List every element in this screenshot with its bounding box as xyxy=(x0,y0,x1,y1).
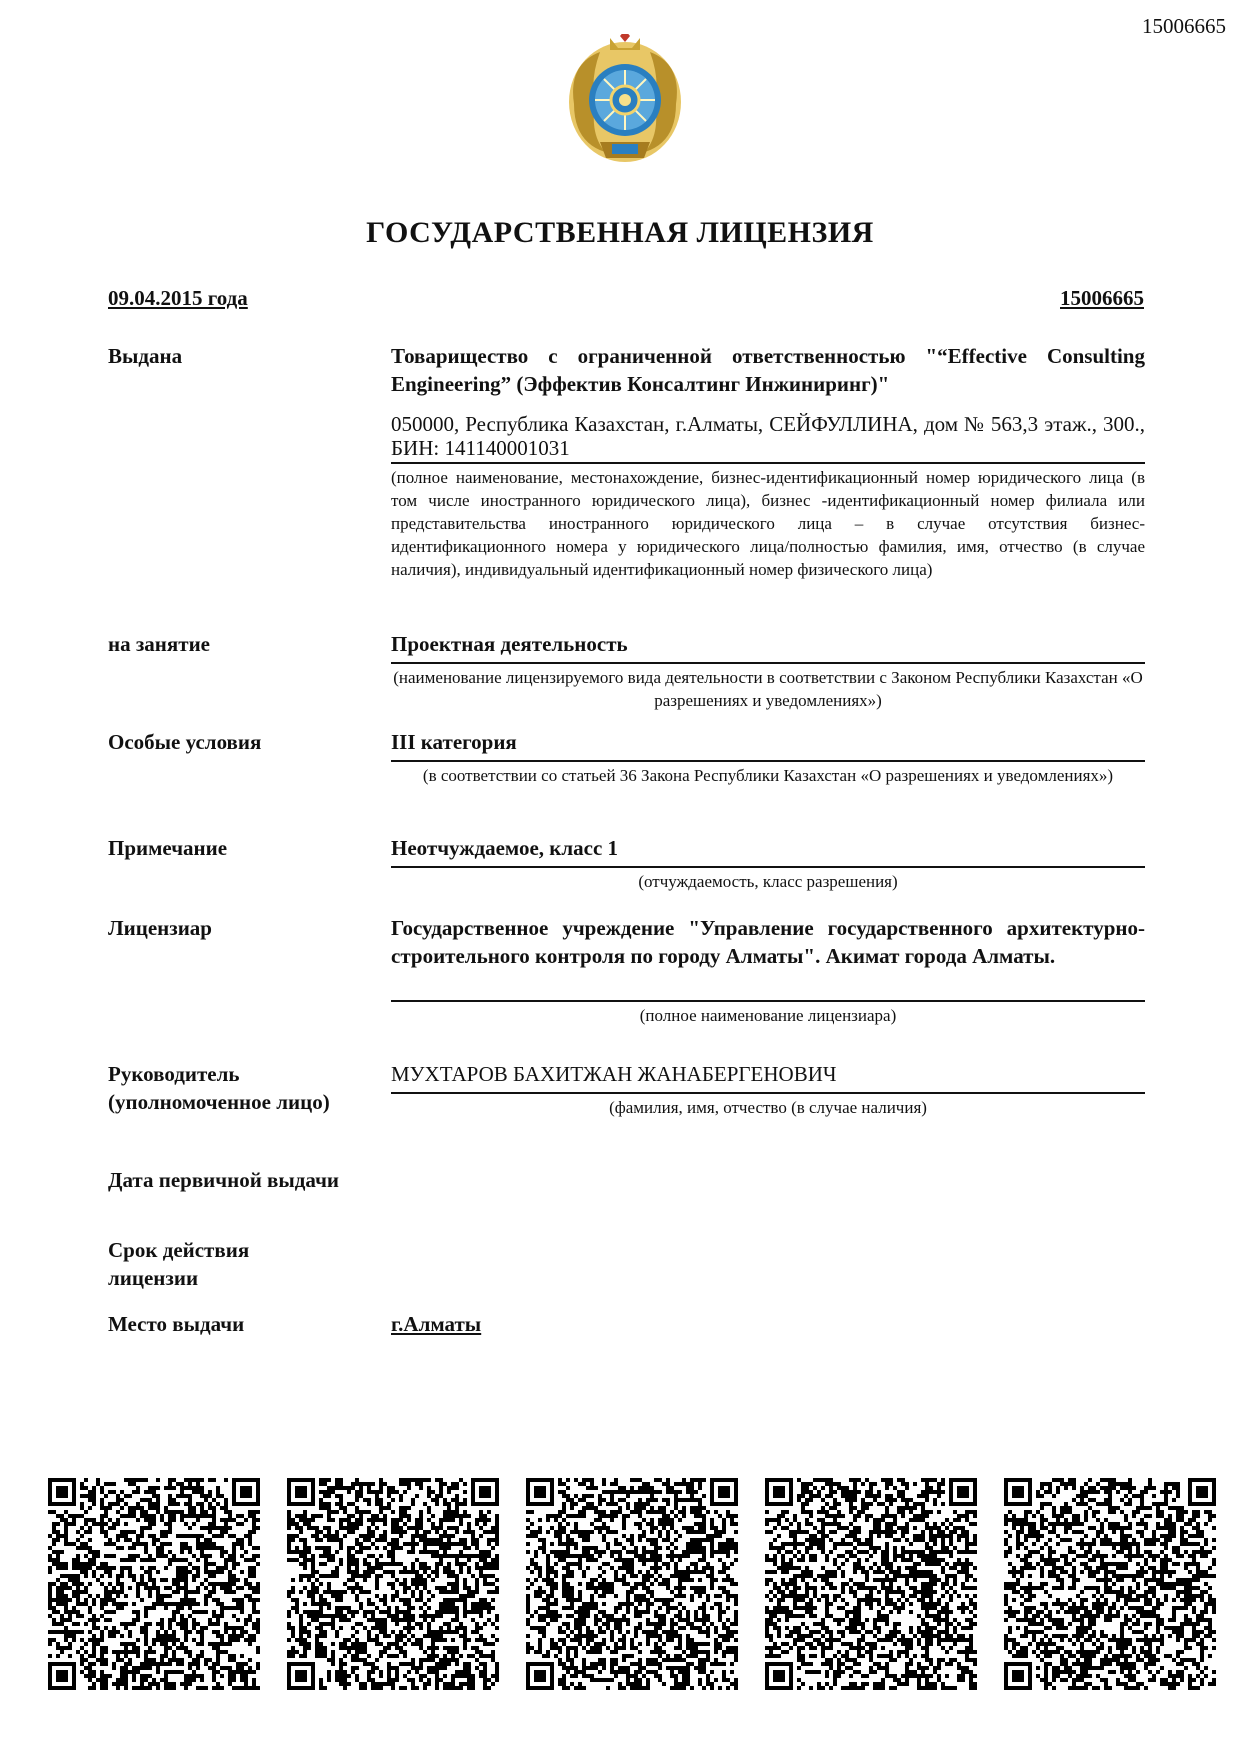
head-value: МУХТАРОВ БАХИТЖАН ЖАНАБЕРГЕНОВИЧ xyxy=(391,1062,837,1086)
conditions-hint: (в соответствии со статьей 36 Закона Республики Казахстан «О разрешениях и уведомлениях») xyxy=(422,766,1114,785)
license-number: 15006665 xyxy=(1060,286,1144,310)
first-issue-label: Дата первичной выдачи xyxy=(108,1168,340,1192)
activity-label: на занятие xyxy=(108,632,210,656)
divider xyxy=(391,662,1145,664)
activity-value: Проектная деятельность xyxy=(391,632,628,656)
head-label-line1: Руководитель xyxy=(108,1062,240,1086)
qr-code xyxy=(1004,1478,1216,1690)
qr-code xyxy=(48,1478,260,1690)
place-value: г.Алматы xyxy=(391,1312,482,1336)
head-label-line2: (уполномоченное лицо) xyxy=(108,1090,330,1114)
head-label xyxy=(108,1060,330,1116)
qr-code xyxy=(765,1478,977,1690)
document-number-top: 15006665 xyxy=(1142,14,1226,38)
activity-hint: (наименование лицензируемого вида деятельности в соответствии с Законом Республики Казахстан «О разрешениях и уведомлениях») xyxy=(393,668,1143,710)
kazakhstan-state-emblem-icon xyxy=(560,34,690,170)
licensor-label: Лицензиар xyxy=(108,916,212,940)
conditions-label: Особые условия xyxy=(108,730,262,754)
head-hint: (фамилия, имя, отчество (в случае наличия) xyxy=(609,1098,927,1117)
qr-code xyxy=(287,1478,499,1690)
document-title: ГОСУДАРСТВЕННАЯ ЛИЦЕНЗИЯ xyxy=(366,216,874,249)
note-hint: (отчуждаемость, класс разрешения) xyxy=(638,872,898,891)
conditions-value: III категория xyxy=(391,730,517,754)
divider xyxy=(391,866,1145,868)
validity-label-line2: лицензии xyxy=(108,1266,199,1290)
validity-label-line1: Срок действия xyxy=(108,1238,250,1262)
note-value: Неотчуждаемое, класс 1 xyxy=(391,836,619,860)
licensee-name: Товарищество с ограниченной ответственностью "“Effective Consulting Engineering” (Эффектив Консалтинг Инжиниринг)" xyxy=(391,344,1145,396)
divider xyxy=(391,760,1145,762)
qr-code xyxy=(526,1478,738,1690)
issued-to-label: Выдана xyxy=(108,344,183,368)
licensee-hint: (полное наименование, местонахождение, бизнес-идентификационный номер юридического лица (в том числе иностранного юридического лица), бизнес -идентификационный номер филиала или представительства иностранного юридического лица – в случае отсутствия бизнес-идентификационного номера у юридического лица/полностью фамилия, имя, отчество (в случае наличия), индивидуальный идентификационный номер физического лица) xyxy=(391,468,1145,579)
place-label: Место выдачи xyxy=(108,1312,245,1336)
divider xyxy=(391,1092,1145,1094)
divider xyxy=(391,462,1145,464)
note-label: Примечание xyxy=(108,836,228,860)
validity-label xyxy=(108,1236,249,1292)
licensee-address: 050000, Республика Казахстан, г.Алматы, СЕЙФУЛЛИНА, дом № 563,3 этаж., 300., БИН: 141140001031 xyxy=(391,412,1145,460)
licensor-hint: (полное наименование лицензиара) xyxy=(639,1006,897,1025)
issue-date: 09.04.2015 года xyxy=(108,286,248,310)
licensor-value: Государственное учреждение "Управление государственного архитектурно-строительного контроля по городу Алматы". Акимат города Алматы. xyxy=(391,916,1145,968)
divider xyxy=(391,1000,1145,1002)
